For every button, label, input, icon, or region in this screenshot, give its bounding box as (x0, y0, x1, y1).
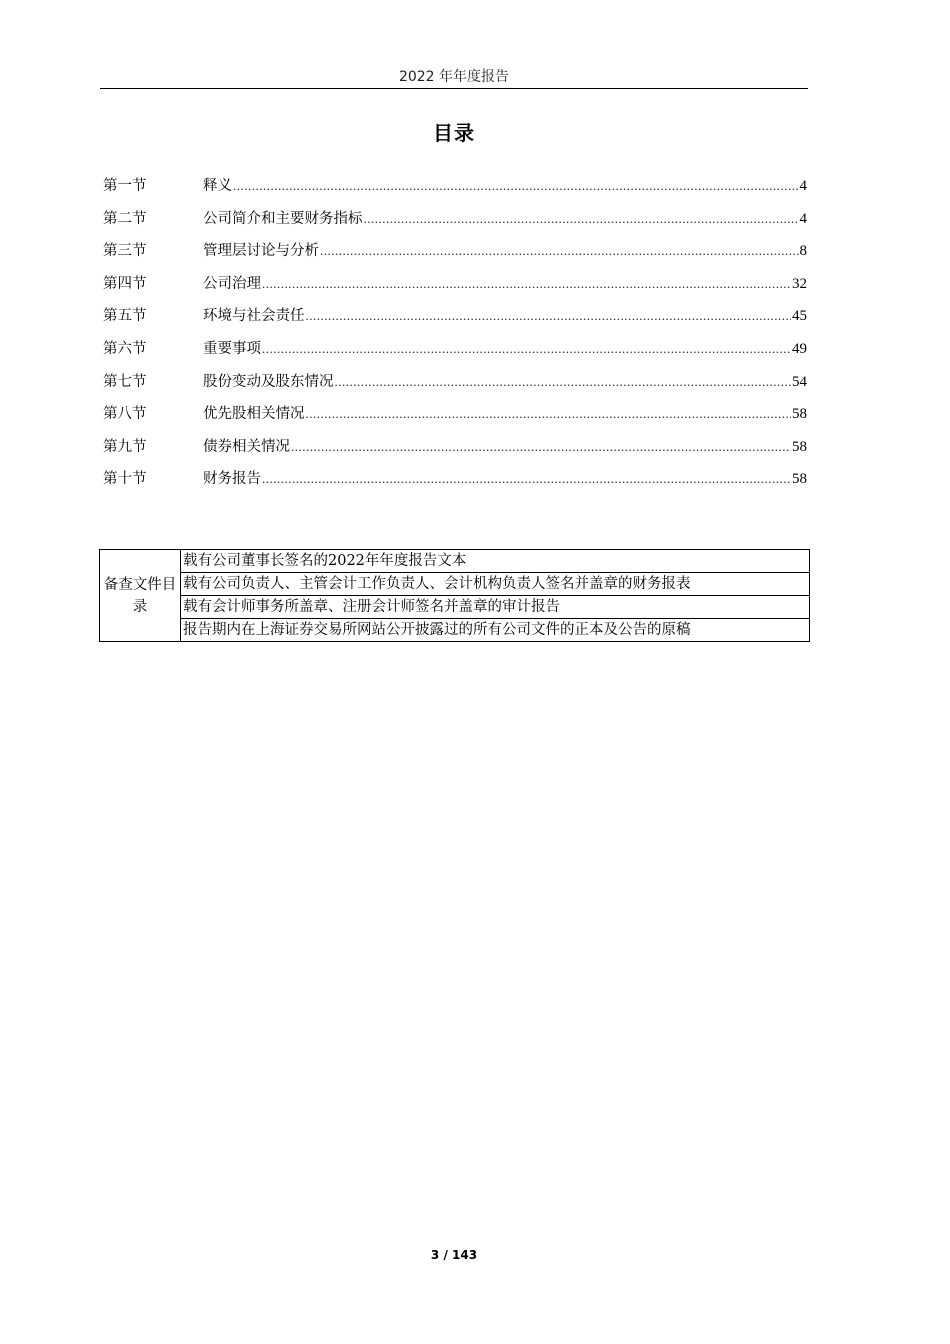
toc-leader-dots (233, 178, 799, 194)
toc-page-number: 45 (792, 308, 807, 325)
toc-section-number: 第四节 (103, 275, 147, 292)
toc-section-number: 第六节 (103, 340, 147, 357)
header-divider (100, 88, 808, 89)
toc-entry[interactable] (103, 207, 807, 240)
toc-leader-dots (262, 341, 791, 357)
toc-section-name: 管理层讨论与分析 (203, 243, 319, 260)
toc-section-name: 股份变动及股东情况 (203, 373, 334, 390)
toc-page-number: 58 (792, 471, 807, 488)
toc-leader-dots (306, 308, 792, 324)
table-row (100, 573, 810, 596)
toc-leader-dots (364, 211, 799, 227)
reference-document-item: 报告期内在上海证券交易所网站公开披露过的所有公司文件的正本及公告的原稿 (181, 619, 810, 642)
toc-leader-dots (262, 471, 791, 487)
toc-leader-dots (291, 439, 791, 455)
reference-documents-table (99, 549, 810, 642)
toc-section-number: 第一节 (103, 178, 147, 194)
toc-page-number: 58 (792, 406, 807, 423)
toc-page-number: 4 (799, 178, 807, 194)
toc-page-number: 32 (792, 275, 807, 292)
toc-section-name: 环境与社会责任 (203, 308, 305, 325)
toc-section-number: 第二节 (103, 210, 147, 227)
reference-documents-label: 备查文件目录 (100, 550, 181, 642)
toc-leader-dots (306, 406, 792, 422)
table-row (100, 619, 810, 642)
reference-document-item: 载有公司负责人、主管会计工作负责人、会计机构负责人签名并盖章的财务报表 (181, 573, 810, 596)
toc-section-number: 第十节 (103, 471, 147, 488)
toc-leader-dots (262, 276, 791, 292)
toc-section-name: 重要事项 (203, 340, 261, 357)
toc-section-number: 第三节 (103, 243, 147, 260)
toc-title: 目录 (433, 121, 475, 145)
toc-section-number: 第七节 (103, 373, 147, 390)
toc-leader-dots (320, 243, 799, 259)
table-of-contents (103, 174, 807, 500)
reference-document-item: 载有会计师事务所盖章、注册会计师签名并盖章的审计报告 (181, 596, 810, 619)
toc-page-number: 54 (792, 373, 807, 390)
toc-page-number: 49 (792, 340, 807, 357)
toc-page-number: 58 (792, 438, 807, 455)
reference-document-item: 载有公司董事长签名的2022年年度报告文本 (181, 550, 810, 573)
toc-page-number: 8 (799, 243, 807, 260)
toc-entry[interactable] (103, 402, 807, 435)
toc-entry[interactable] (103, 304, 807, 337)
toc-section-name: 公司简介和主要财务指标 (203, 210, 363, 227)
toc-section-name: 公司治理 (203, 275, 261, 292)
toc-section-name: 财务报告 (203, 471, 261, 488)
report-header-title: 2022 年年度报告 (398, 69, 510, 85)
toc-page-number: 4 (799, 210, 807, 227)
table-row (100, 596, 810, 619)
toc-entry[interactable] (103, 370, 807, 403)
toc-section-number: 第九节 (103, 438, 147, 455)
toc-section-name: 债券相关情况 (203, 438, 290, 455)
toc-entry[interactable] (103, 174, 807, 207)
toc-entry[interactable] (103, 239, 807, 272)
toc-section-name: 优先股相关情况 (203, 406, 305, 423)
toc-entry[interactable] (103, 435, 807, 468)
toc-section-number: 第八节 (103, 406, 147, 423)
table-row (100, 550, 810, 573)
toc-entry[interactable] (103, 272, 807, 305)
toc-section-number: 第五节 (103, 308, 147, 325)
toc-section-name: 释义 (203, 178, 232, 194)
toc-leader-dots (335, 374, 792, 390)
toc-entry[interactable] (103, 337, 807, 370)
page-number: 3 / 143 (430, 1248, 478, 1262)
toc-entry[interactable] (103, 467, 807, 500)
